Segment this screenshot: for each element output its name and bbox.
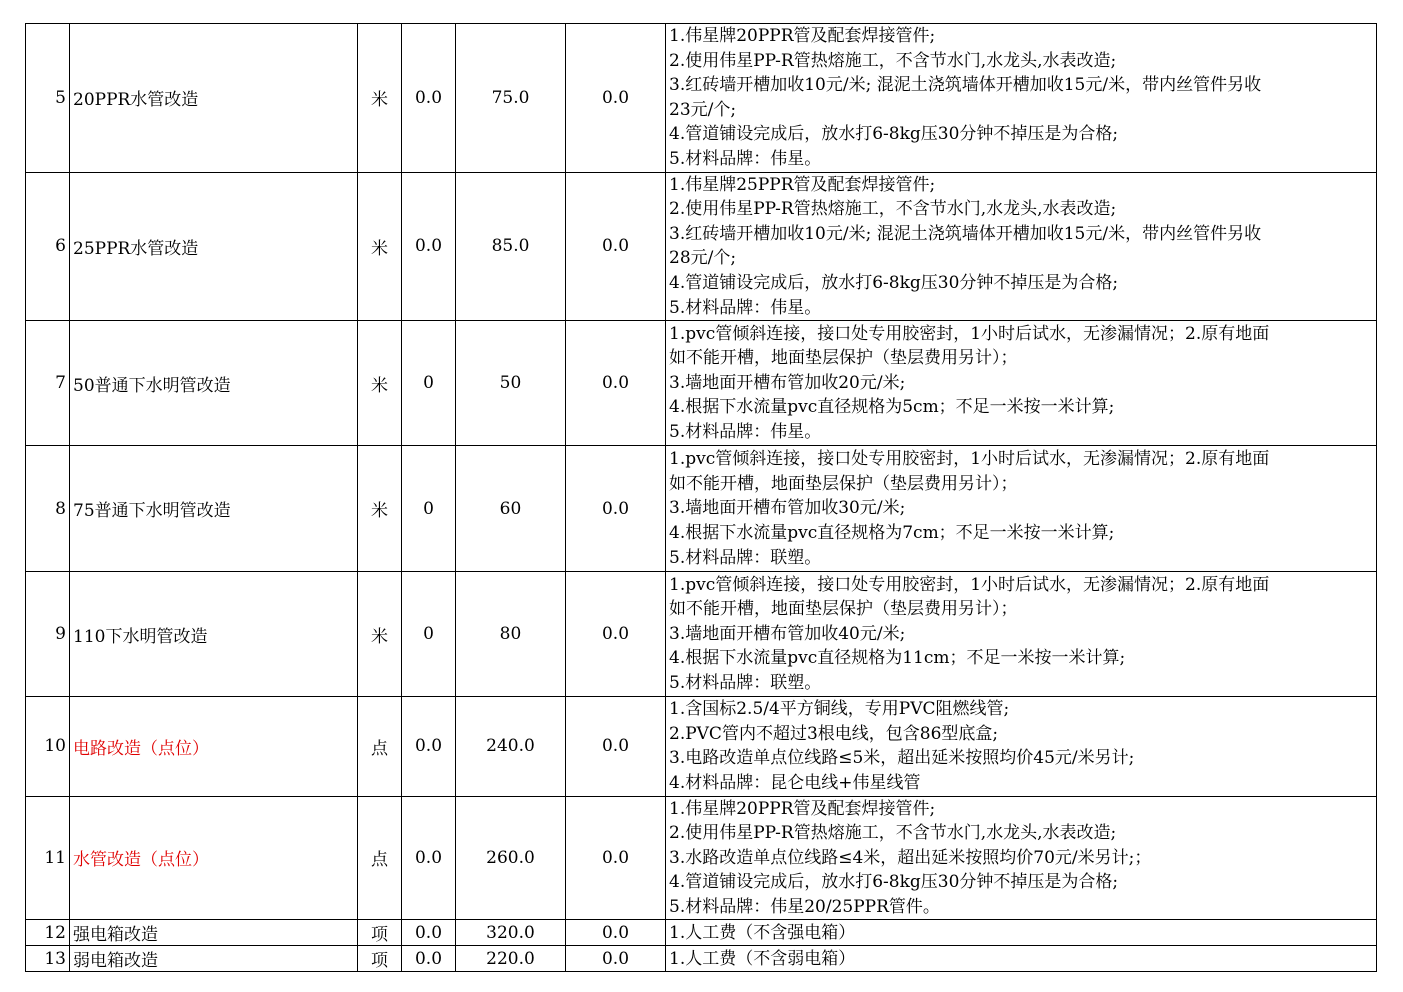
item-unit-price: 240.0 [456, 697, 566, 796]
item-quantity: 0.0 [402, 172, 456, 321]
item-description [666, 24, 1377, 173]
description-line: 4.管道铺设完成后，放水打6-8kg压30分钟不掉压是为合格; [669, 872, 1119, 893]
item-quantity: 0 [402, 572, 456, 697]
description-line: 5.材料品牌：伟星。 [669, 148, 822, 169]
item-unit: 点 [358, 796, 402, 920]
description-line: 5.材料品牌：伟星。 [669, 297, 822, 318]
table-row [26, 920, 1377, 946]
description-line: 5.材料品牌：联塑。 [669, 673, 822, 694]
description-line: 2.使用伟星PP-R管热熔施工，不含节水门,水龙头,水表改造; [669, 50, 1117, 71]
description-line: 28元/个; [669, 248, 737, 269]
table-row [26, 172, 1377, 321]
description-line: 4.根据下水流量pvc直径规格为7cm；不足一米按一米计算; [669, 522, 1115, 543]
table-row [26, 946, 1377, 972]
item-description [666, 172, 1377, 321]
item-description [666, 697, 1377, 796]
item-quantity: 0.0 [402, 697, 456, 796]
description-line: 如不能开槽，地面垫层保护（垫层费用另计）； [669, 599, 1018, 620]
row-number: 11 [26, 796, 70, 920]
item-unit-price: 60 [456, 446, 566, 572]
item-quantity: 0.0 [402, 796, 456, 920]
item-unit-price: 260.0 [456, 796, 566, 920]
item-name: 20PPR水管改造 [70, 24, 358, 173]
item-unit: 米 [358, 446, 402, 572]
item-quantity: 0.0 [402, 946, 456, 972]
item-unit-price: 80 [456, 572, 566, 697]
row-number: 7 [26, 321, 70, 446]
item-quantity: 0 [402, 321, 456, 446]
description-line: 2.使用伟星PP-R管热熔施工，不含节水门,水龙头,水表改造; [669, 823, 1117, 844]
table-row [26, 697, 1377, 796]
item-name: 50普通下水明管改造 [70, 321, 358, 446]
item-unit-price: 85.0 [456, 172, 566, 321]
description-line: 1.伟星牌20PPR管及配套焊接管件; [669, 798, 936, 819]
item-total: 0.0 [566, 24, 666, 173]
description-line: 1.伟星牌25PPR管及配套焊接管件; [669, 174, 936, 195]
description-line: 23元/个; [669, 99, 737, 120]
item-unit-price: 320.0 [456, 920, 566, 946]
item-unit: 米 [358, 172, 402, 321]
item-total: 0.0 [566, 321, 666, 446]
description-line: 如不能开槽，地面垫层保护（垫层费用另计）； [669, 473, 1018, 494]
item-description [666, 796, 1377, 920]
item-total: 0.0 [566, 697, 666, 796]
item-unit-price: 220.0 [456, 946, 566, 972]
item-quantity: 0.0 [402, 920, 456, 946]
description-line: 5.材料品牌：联塑。 [669, 547, 822, 568]
description-line: 2.PVC管内不超过3根电线，包含86型底盒; [669, 723, 999, 744]
row-number: 6 [26, 172, 70, 321]
item-description [666, 920, 1377, 946]
item-total: 0.0 [566, 172, 666, 321]
item-name: 弱电箱改造 [70, 946, 358, 972]
row-number: 5 [26, 24, 70, 173]
item-unit-price: 50 [456, 321, 566, 446]
item-name: 强电箱改造 [70, 920, 358, 946]
item-name: 75普通下水明管改造 [70, 446, 358, 572]
item-total: 0.0 [566, 446, 666, 572]
row-number: 9 [26, 572, 70, 697]
item-quantity: 0 [402, 446, 456, 572]
table-row [26, 24, 1377, 173]
item-description [666, 446, 1377, 572]
description-line: 3.水路改造单点位线路≤4米，超出延米按照均价70元/米另计;； [669, 847, 1152, 868]
item-unit: 点 [358, 697, 402, 796]
item-unit: 项 [358, 946, 402, 972]
description-line: 5.材料品牌：伟星。 [669, 422, 822, 443]
table-row [26, 572, 1377, 697]
item-name: 110下水明管改造 [70, 572, 358, 697]
item-description [666, 946, 1377, 972]
item-name: 水管改造（点位） [70, 796, 358, 920]
description-line: 3.墙地面开槽布管加收40元/米; [669, 623, 906, 644]
row-number: 10 [26, 697, 70, 796]
description-line: 3.电路改造单点位线路≤5米，超出延米按照均价45元/米另计; [669, 748, 1135, 769]
description-line: 2.使用伟星PP-R管热熔施工，不含节水门,水龙头,水表改造; [669, 199, 1117, 220]
item-name: 25PPR水管改造 [70, 172, 358, 321]
item-unit: 米 [358, 24, 402, 173]
description-line: 1.pvc管倾斜连接，接口处专用胶密封，1小时后试水，无渗漏情况；2.原有地面 [669, 323, 1270, 344]
item-total: 0.0 [566, 572, 666, 697]
row-number: 13 [26, 946, 70, 972]
table-row [26, 446, 1377, 572]
description-line: 4.材料品牌：昆仑电线+伟星线管 [669, 772, 921, 793]
item-name: 电路改造（点位） [70, 697, 358, 796]
item-unit-price: 75.0 [456, 24, 566, 173]
description-line: 3.墙地面开槽布管加收30元/米; [669, 498, 906, 519]
item-total: 0.0 [566, 920, 666, 946]
row-number: 12 [26, 920, 70, 946]
quote-table [25, 23, 1377, 972]
description-line: 1.人工费（不含强电箱） [669, 922, 856, 943]
description-line: 3.红砖墙开槽加收10元/米; 混泥土浇筑墙体开槽加收15元/米，带内丝管件另收 [669, 75, 1262, 96]
description-line: 4.管道铺设完成后，放水打6-8kg压30分钟不掉压是为合格; [669, 124, 1119, 145]
description-line: 如不能开槽，地面垫层保护（垫层费用另计）； [669, 348, 1018, 369]
description-line: 5.材料品牌：伟星20/25PPR管件。 [669, 896, 940, 917]
description-line: 1.伟星牌20PPR管及配套焊接管件; [669, 26, 936, 46]
item-total: 0.0 [566, 946, 666, 972]
table-row [26, 796, 1377, 920]
item-quantity: 0.0 [402, 24, 456, 173]
item-total: 0.0 [566, 796, 666, 920]
item-description [666, 572, 1377, 697]
description-line: 4.根据下水流量pvc直径规格为11cm；不足一米按一米计算; [669, 648, 1126, 669]
item-description [666, 321, 1377, 446]
table-row [26, 321, 1377, 446]
item-unit: 米 [358, 572, 402, 697]
row-number: 8 [26, 446, 70, 572]
description-line: 3.墙地面开槽布管加收20元/米; [669, 372, 906, 393]
description-line: 1.含国标2.5/4平方铜线，专用PVC阻燃线管; [669, 699, 1010, 720]
item-unit: 米 [358, 321, 402, 446]
description-line: 4.管道铺设完成后，放水打6-8kg压30分钟不掉压是为合格; [669, 272, 1119, 293]
description-line: 4.根据下水流量pvc直径规格为5cm；不足一米按一米计算; [669, 397, 1115, 418]
description-line: 3.红砖墙开槽加收10元/米; 混泥土浇筑墙体开槽加收15元/米，带内丝管件另收 [669, 223, 1262, 244]
description-line: 1.人工费（不含弱电箱） [669, 948, 856, 969]
description-line: 1.pvc管倾斜连接，接口处专用胶密封，1小时后试水，无渗漏情况；2.原有地面 [669, 574, 1270, 595]
description-line: 1.pvc管倾斜连接，接口处专用胶密封，1小时后试水，无渗漏情况；2.原有地面 [669, 449, 1270, 470]
item-unit: 项 [358, 920, 402, 946]
